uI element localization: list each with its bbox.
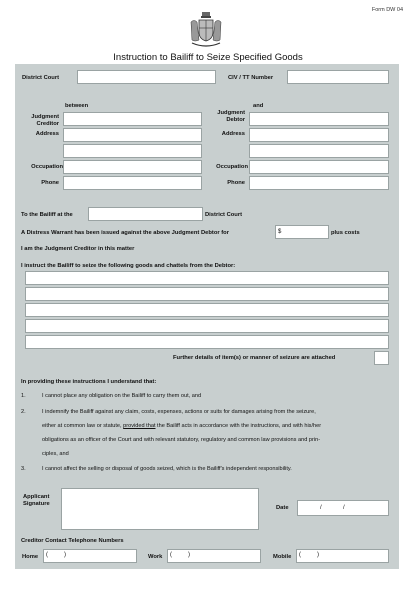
item-1-number: 1. <box>21 393 26 399</box>
item-2-line-4: ciples, and <box>42 451 69 457</box>
home-phone-field[interactable] <box>43 549 137 563</box>
work-paren-open: ( <box>170 552 172 558</box>
mobile-phone-field[interactable] <box>296 549 389 563</box>
goods-line-2[interactable] <box>25 287 389 301</box>
mobile-phone-label: Mobile <box>273 554 292 560</box>
date-label: Date <box>276 505 289 511</box>
further-details-checkbox[interactable] <box>374 351 389 365</box>
debtor-address-label: Address <box>221 131 245 137</box>
debtor-phone-field[interactable] <box>249 176 389 190</box>
debtor-address-line-2[interactable] <box>249 144 389 158</box>
instruct-seize-text: I instruct the Bailiff to seize the following goods and chattels from the Debtor: <box>21 263 236 269</box>
goods-line-4[interactable] <box>25 319 389 333</box>
creditor-name-field[interactable] <box>63 112 202 126</box>
creditor-occupation-field[interactable] <box>63 160 202 174</box>
item-2-number: 2. <box>21 409 26 415</box>
work-paren-close: ) <box>188 552 190 558</box>
work-phone-label: Work <box>148 554 163 560</box>
and-label: and <box>253 103 264 109</box>
item-2-line-1: I indemnify the Bailiff against any claim, costs, expenses, actions or suits for damages arising from the seizure, <box>42 409 316 415</box>
debtor-phone-label: Phone <box>227 180 245 186</box>
item-1-text: I cannot place any obligation on the Bailiff to carry them out, and <box>42 393 202 399</box>
item-2-line-2: either at common law or statute, provided that the Bailiff acts in accordance with the instructions, and with his/her <box>42 423 322 429</box>
civ-number-label: CIV / TT Number <box>228 75 274 81</box>
home-paren-open: ( <box>46 552 48 558</box>
item-3-number: 3. <box>21 466 26 472</box>
form-number: Form DW 04 <box>371 7 403 13</box>
plus-costs-label: plus costs <box>331 230 360 236</box>
goods-line-1[interactable] <box>25 271 389 285</box>
creditor-occupation-label: Occupation <box>31 164 63 170</box>
home-paren-close: ) <box>64 552 66 558</box>
debtor-occupation-field[interactable] <box>249 160 389 174</box>
debtor-name-field[interactable] <box>249 112 389 126</box>
to-bailiff-label: To the Bailiff at the <box>21 212 73 218</box>
mobile-paren-close: ) <box>317 552 319 558</box>
form-panel <box>15 64 399 569</box>
dollar-sign: $ <box>278 229 282 235</box>
debtor-address-line-1[interactable] <box>249 128 389 142</box>
creditor-address-label: Address <box>35 131 59 137</box>
warrant-amount-field[interactable] <box>275 225 329 239</box>
between-label: between <box>65 103 89 109</box>
civ-number-field[interactable] <box>287 70 389 84</box>
item-2-line-3: obligations as an officer of the Court and with relevant statutory, regulatory and common law provisions and prin- <box>42 437 321 443</box>
creditor-address-line-1[interactable] <box>63 128 202 142</box>
district-court-field[interactable] <box>77 70 216 84</box>
date-separator-2: / <box>343 505 345 511</box>
home-phone-label: Home <box>22 554 39 560</box>
further-details-label: Further details of item(s) or manner of seizure are attached <box>173 355 336 361</box>
judgment-creditor-label: Judgment Creditor <box>31 114 59 127</box>
form-title: Instruction to Bailiff to Seize Specified Goods <box>113 52 303 63</box>
goods-line-5[interactable] <box>25 335 389 349</box>
coat-of-arms-icon <box>188 10 224 50</box>
understanding-intro: In providing these instructions I understand that: <box>21 379 157 385</box>
date-field[interactable] <box>297 500 389 516</box>
bailiff-court-field[interactable] <box>88 207 203 221</box>
applicant-signature-label: Applicant Signature <box>23 494 50 507</box>
debtor-occupation-label: Occupation <box>216 164 248 170</box>
date-separator-1: / <box>320 505 322 511</box>
distress-warrant-text: A Distress Warrant has been issued against the above Judgment Debtor for <box>21 230 229 236</box>
bailiff-district-court-label: District Court <box>205 212 243 218</box>
district-court-label: District Court <box>22 75 60 81</box>
item-3-text: I cannot affect the selling or disposal of goods seized, which is the Bailiff's independent responsibility. <box>42 466 292 472</box>
contact-numbers-heading: Creditor Contact Telephone Numbers <box>21 538 124 544</box>
mobile-paren-open: ( <box>299 552 301 558</box>
work-phone-field[interactable] <box>167 549 261 563</box>
creditor-address-line-2[interactable] <box>63 144 202 158</box>
creditor-statement: I am the Judgment Creditor in this matter <box>21 246 135 252</box>
judgment-debtor-label: Judgment Debtor <box>217 110 245 123</box>
creditor-phone-label: Phone <box>41 180 59 186</box>
goods-line-3[interactable] <box>25 303 389 317</box>
creditor-phone-field[interactable] <box>63 176 202 190</box>
applicant-signature-field[interactable] <box>61 488 259 530</box>
